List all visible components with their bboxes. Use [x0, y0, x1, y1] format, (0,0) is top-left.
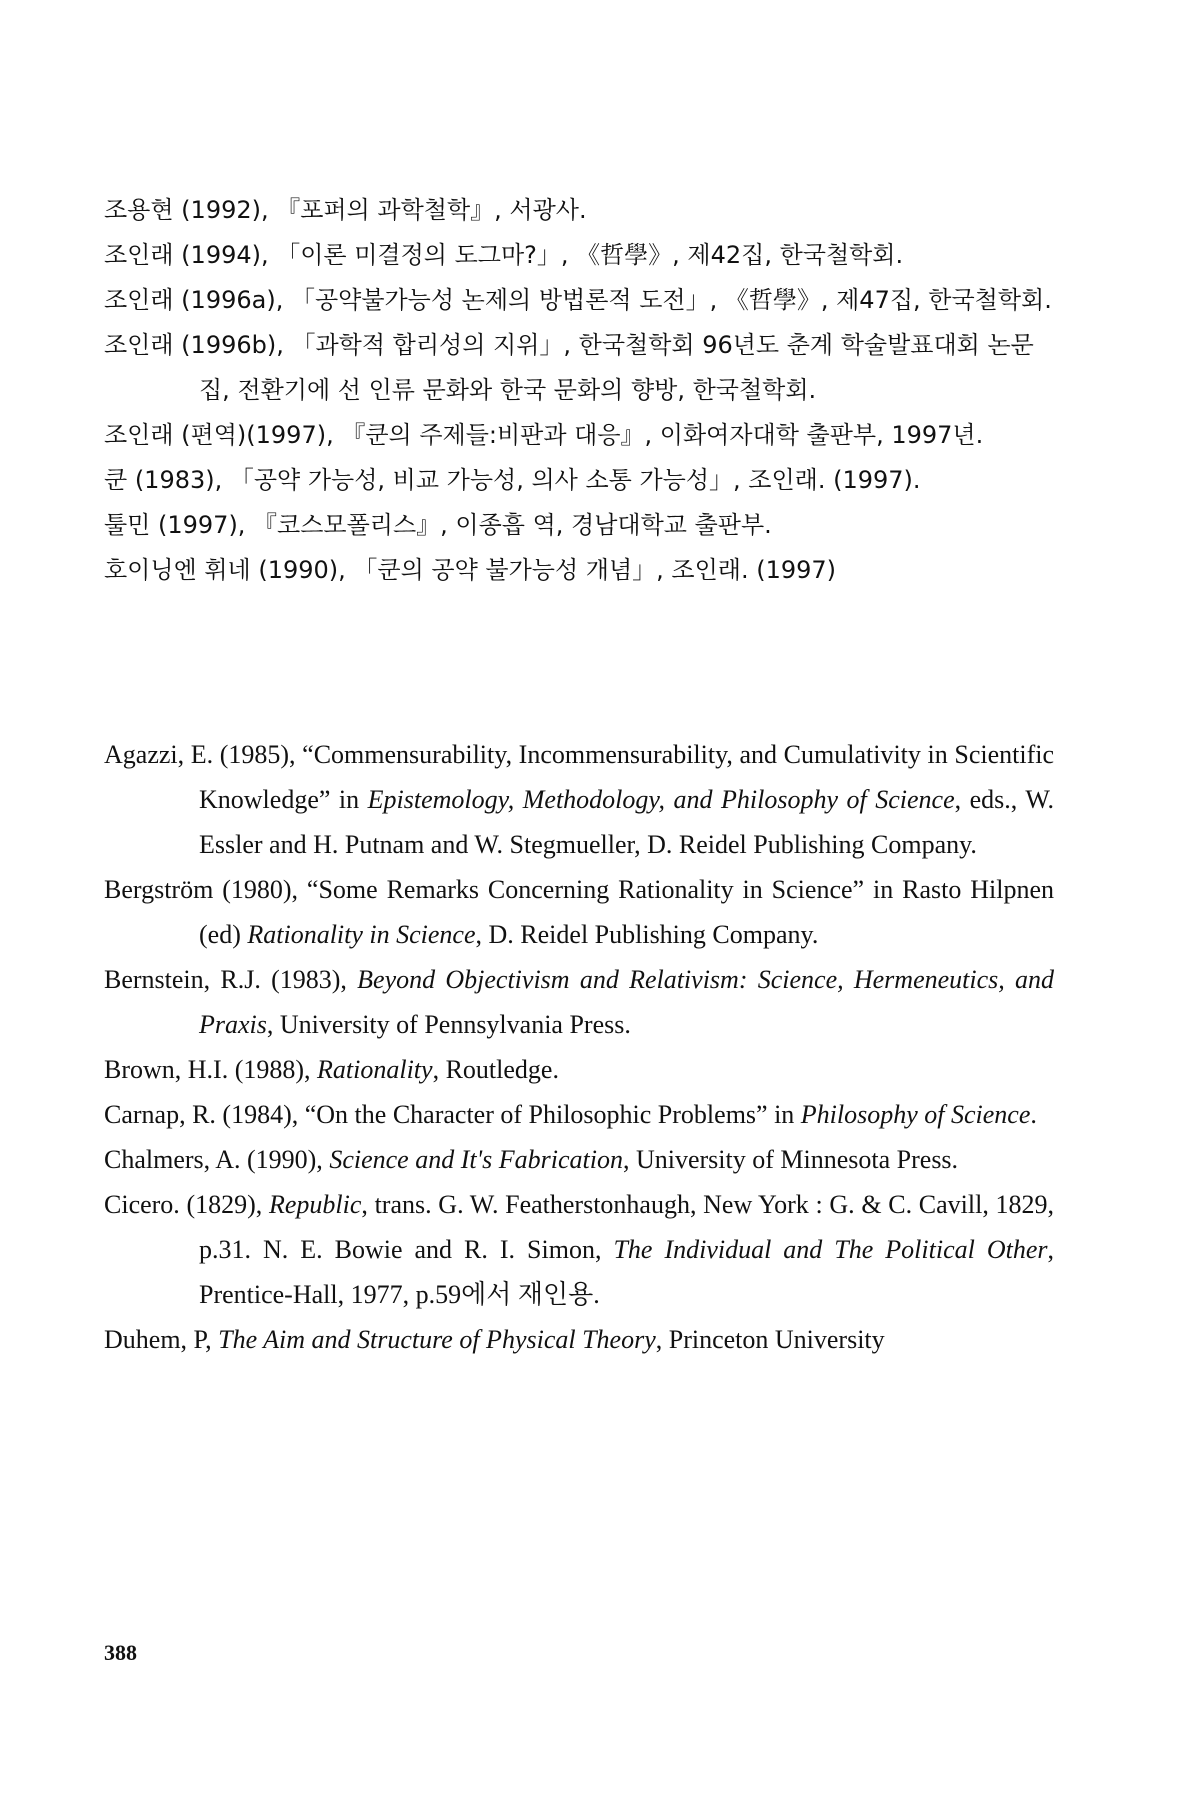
korean-reference-entry: 툴민 (1997), 『코스모폴리스』, 이종흡 역, 경남대학교 출판부. — [104, 511, 772, 539]
reference-text: , trans. G. W. Featherstonhaugh, New York : G. & C. Cavill, 1829, p.31. N. E. Bowie and R. I. Simon, — [199, 1190, 1054, 1264]
reference-text: Bernstein, R.J. (1983), — [104, 965, 358, 994]
page-number: 388 — [104, 1640, 137, 1665]
reference-text: , University of Minnesota Press. — [622, 1145, 959, 1174]
reference-title: Rationality in Science — [247, 920, 476, 949]
reference-title: Philosophy of Science — [800, 1100, 1031, 1129]
reference-text: Agazzi, E. (1985), “Commensurability, Incommensurability, and Cumulativity in Scientific Knowledge” in — [104, 740, 1054, 814]
korean-reference-entry: 조용현 (1992), 『포퍼의 과학철학』, 서광사. — [104, 196, 587, 224]
reference-text: Carnap, R. (1984), “On the Character of Philosophic Problems” in — [104, 1100, 801, 1129]
reference-title: The Aim and Structure of Physical Theory — [218, 1325, 656, 1354]
reference-text: Brown, H.I. (1988), — [104, 1055, 318, 1084]
reference-title: Epistemology, Methodology, and Philosophy of Science — [367, 785, 955, 814]
reference-title: Beyond Objectivism and Relativism: Science, Hermeneutics, and Praxis — [199, 965, 1054, 1039]
reference-entry-agazzi — [104, 732, 1054, 867]
reference-entry-cicero — [104, 1182, 1054, 1317]
reference-text: , D. Reidel Publishing Company. — [475, 920, 819, 949]
reference-entry-carnap — [104, 1092, 1054, 1137]
reference-text: , Prentice-Hall, 1977, p.59에서 재인용. — [199, 1235, 1054, 1309]
reference-entry-duhem — [104, 1317, 1054, 1362]
korean-reference-list — [104, 188, 1054, 593]
reference-title: Rationality — [317, 1055, 433, 1084]
korean-reference-entry: 조인래 (1996a), 「공약불가능성 논제의 방법론적 도전」, 《哲學》, 제47집, 한국철학회. — [104, 286, 1052, 314]
english-reference-list — [104, 732, 1054, 1362]
korean-reference-entry: 조인래 (1996b), 「과학적 합리성의 지위」, 한국철학회 96년도 춘계 학술발표대회 논문집, 전환기에 선 인류 문화와 한국 문화의 향방, 한국철학회. — [104, 331, 1034, 404]
korean-reference-entry: 조인래 (1994), 「이론 미결정의 도그마?」, 《哲學》, 제42집, 한국철학회. — [104, 241, 904, 269]
reference-title: Science and It's Fabrication — [329, 1145, 623, 1174]
reference-entry-brown — [104, 1047, 1054, 1092]
korean-reference-entry: 조인래 (편역)(1997), 『쿤의 주제들:비판과 대응』, 이화여자대학 출판부, 1997년. — [104, 421, 984, 449]
reference-entry-bergstrom — [104, 867, 1054, 957]
reference-text: Bergström (1980), “Some Remarks Concerning Rationality in Science” in Rasto Hilpnen (ed) — [104, 875, 1054, 949]
reference-entry-chalmers — [104, 1137, 1054, 1182]
reference-text: , University of Pennsylvania Press. — [266, 1010, 631, 1039]
reference-text: , eds., W. Essler and H. Putnam and W. Stegmueller, D. Reidel Publishing Company. — [199, 785, 1054, 859]
reference-text: Duhem, P, — [104, 1325, 219, 1354]
reference-title: Republic — [268, 1190, 362, 1219]
reference-text: Cicero. (1829), — [104, 1190, 269, 1219]
reference-text: Chalmers, A. (1990), — [104, 1145, 330, 1174]
korean-reference-entry: 쿤 (1983), 「공약 가능성, 비교 가능성, 의사 소통 가능성」, 조인래. (1997). — [104, 466, 921, 494]
reference-text: , Routledge. — [432, 1055, 559, 1084]
reference-text: , Princeton University — [655, 1325, 885, 1354]
korean-reference-entry: 호이닝엔 휘네 (1990), 「쿤의 공약 불가능성 개념」, 조인래. (1997) — [104, 556, 837, 584]
reference-title: The Individual and The Political Other — [613, 1235, 1048, 1264]
reference-entry-bernstein — [104, 957, 1054, 1047]
reference-text: . — [1030, 1100, 1037, 1129]
